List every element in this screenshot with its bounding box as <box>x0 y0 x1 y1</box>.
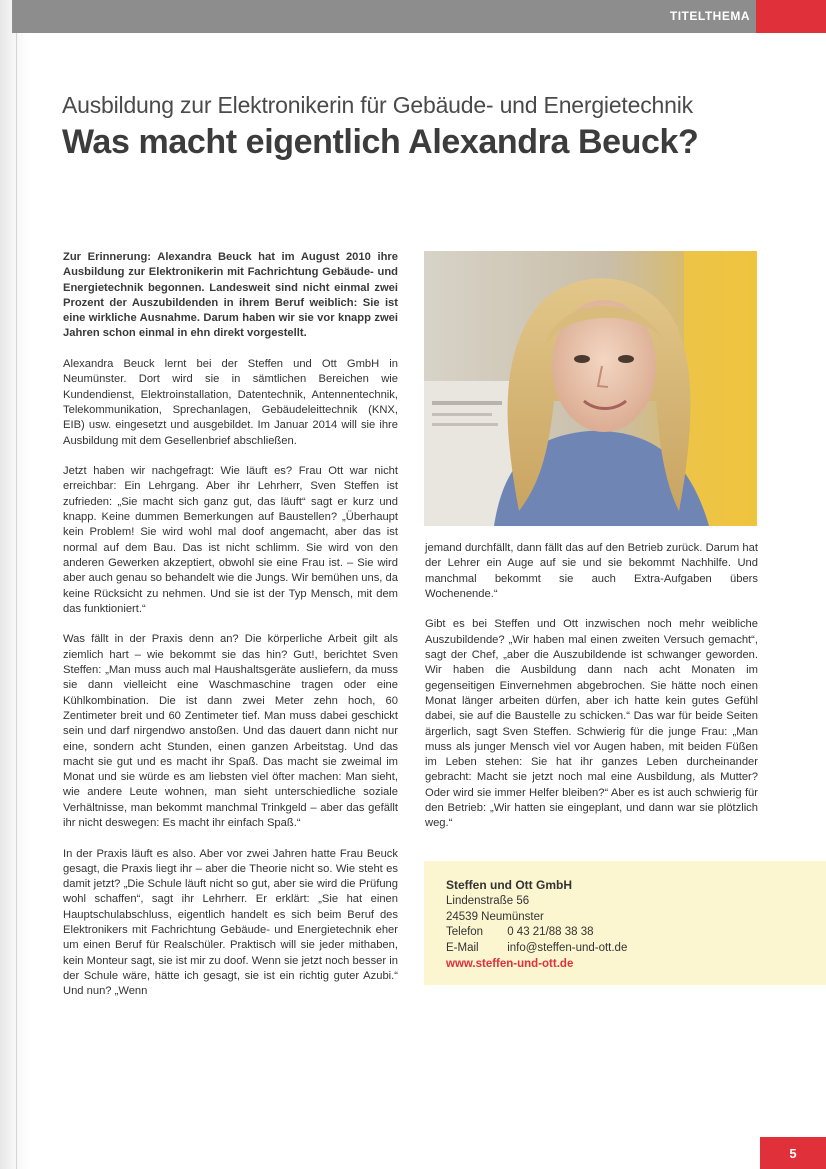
portrait-photo-image <box>424 251 757 526</box>
binding-fold-line <box>16 0 17 1169</box>
contact-email: info@steffen-und-ott.de <box>507 942 628 955</box>
lead-paragraph: Zur Erinnerung: Alexandra Beuck hat im August 2010 ihre Ausbildung zur Elektronikerin mit Fachrichtung Gebäude- und Energietechnik begonnen. Landesweit sind nicht einmal zwei Prozent der Auszubildenden in ihrem Beruf weiblich: Sie ist eine wirkliche Ausnahme. Darum haben wir sie vor knapp zwei Jahren schon einmal in ehn direkt vorgestellt. <box>63 251 398 340</box>
header-bar <box>12 0 756 33</box>
contact-phone-label: Telefon <box>446 926 484 939</box>
contact-infobox <box>424 861 826 985</box>
page-binding-shadow <box>0 0 30 1169</box>
contact-company: Steffen und Ott GmbH <box>446 878 572 892</box>
contact-email-label: E-Mail <box>446 942 479 955</box>
page-number: 5 <box>760 1137 826 1169</box>
body-paragraph: Jetzt haben wir nachgefragt: Wie läuft es? Frau Ott war nicht erreichbar: Ein Lehrgang. Aber ihr Lehrherr, Sven Steffen ist zufrieden: „Sie macht sich ganz gut, das läuft“ sagt er kurz und knapp. Keine dummen Bemerkungen auf Baustellen? „Überhaupt kein Problem! Sie wird wohl mal doof angemacht, aber das ist normal auf dem Bau. Das ist nicht schlimm. Sie wird von den anderen Gewerken akzeptiert, obwohl sie eine Frau ist. – Sie wird aber auch genau so behandelt wie die Jungs. Wir bemühen uns, da keine Rücksicht zu nehmen. Und sie ist der Typ Mensch, mit dem das funktioniert.“ <box>63 465 398 615</box>
contact-city: 24539 Neumünster <box>446 910 544 923</box>
contact-website: www.steffen-und-ott.de <box>446 957 574 970</box>
contact-email-row <box>446 941 627 957</box>
article-subtitle: Ausbildung zur Elektronikerin für Gebäude- und Energietechnik <box>62 92 693 118</box>
text-column-left <box>63 250 398 1015</box>
body-paragraph: Gibt es bei Steffen und Ott inzwischen noch mehr weibliche Auszubildende? „Wir haben mal einen zweiten Versuch gemacht“, sagt der Chef, „aber die Auszubildende ist schwanger geworden. Wir haben die Ausbildung dann nach acht Monaten im gegenseitigen Einvernehmen abgebrochen. Sie hätte noch einen Monat länger arbeiten dürfen, aber ich hatte kein gutes Gefühl dabei, sie auf die Baustelle zu schicken.“ Das war für beide Seiten ärgerlich, sagt Sven Steffen. Schwierig für die junge Frau: „Man muss als junger Mensch viel vor Augen haben, mit beiden Füßen im Leben stehen: Sie hat ihr ganzes Leben durcheinander gebracht: Macht sie jetzt noch mal eine Ausbildung, als Mutter? Oder wird sie immer Helfer bleiben?“ Aber es ist auch schwierig für den Betrieb: „Wir hatten sie eingeplant, und dann war sie plötzlich weg.“ <box>425 618 758 830</box>
body-paragraph: Was fällt in der Praxis denn an? Die körperliche Arbeit gilt als ziemlich hart – wie bekommt sie das hin? Gut!, berichtet Sven Steffen: „Man muss auch mal Haushaltsgeräte ausliefern, da muss sie dann vielleicht eine Waschmaschine tragen oder eine Kühlkombination. Die ist dann zwei Meter zehn hoch, 60 Zentimeter breit und 60 Zentimeter tief. Man muss dabei geschickt sein und darf nirgendwo anstoßen. Und das dauert dann nicht nur eine, sondern acht Stunden, einen ganzen Arbeitstag. Und das macht sie gut und es macht ihr Spaß. Das macht sie zweimal im Monat und sie würde es am liebsten viel öfter machen: Man sieht, wie andere Leute wohnen, man sieht unterschiedliche soziale Verhältnisse, man bekommt manchmal Trinkgeld – aber das gefällt ihr nicht deswegen: Es macht ihr einfach Spaß.“ <box>63 633 398 829</box>
section-tab-accent <box>756 0 826 33</box>
text-column-right <box>425 541 758 847</box>
section-label: TITELTHEMA <box>669 9 750 23</box>
article-title: Was macht eigentlich Alexandra Beuck? <box>62 123 699 161</box>
body-paragraph: Alexandra Beuck lernt bei der Steffen und Ott GmbH in Neumünster. Dort wird sie in sämtlichen Bereichen wie Kundendienst, Elektroinstallation, Datentechnik, Antennentechnik, Telekommunikation, Sprechanlagen, Gebäudeleittechnik (KNX, EIB) usw. eingesetzt und ausgebildet. Im Januar 2014 will sie ihre Ausbildung mit dem Gesellenbrief abschließen. <box>63 358 398 447</box>
contact-phone-row <box>446 925 627 941</box>
portrait-photo <box>424 251 757 526</box>
body-paragraph: In der Praxis läuft es also. Aber vor zwei Jahren hatte Frau Beuck gesagt, die Praxis liegt ihr – aber die Theorie nicht so. Wie steht es damit jetzt? „Die Schule läuft nicht so gut, aber sie wird die Prüfung wohl schaffen“, sagt ihr Lehrherr. Er erklärt: „Sie hat einen Hauptschulabschluss, eigentlich handelt es sich beim Beruf des Elektronikers mit Fachrichtung Gebäude- und Energietechnik eher um einen Beruf für Realschüler. Praktisch will sie jeder mithaben, kein Monteur sagt, sie ist mir zu doof. Wenn sie jetzt noch besser in der Schule wäre, hätte ich gesagt, sie ist ein richtig guter Azubi.“ Und nun? „Wenn <box>63 847 398 998</box>
body-paragraph: jemand durchfällt, dann fällt das auf den Betrieb zurück. Darum hat der Lehrer ein Auge auf sie und sie bekommt Nachhilfe. Und manchmal bekommt sie auch Extra-Aufgaben übers Wochenende.“ <box>425 542 758 600</box>
contact-phone: 0 43 21/88 38 38 <box>507 926 594 939</box>
contact-street: Lindenstraße 56 <box>446 894 530 907</box>
